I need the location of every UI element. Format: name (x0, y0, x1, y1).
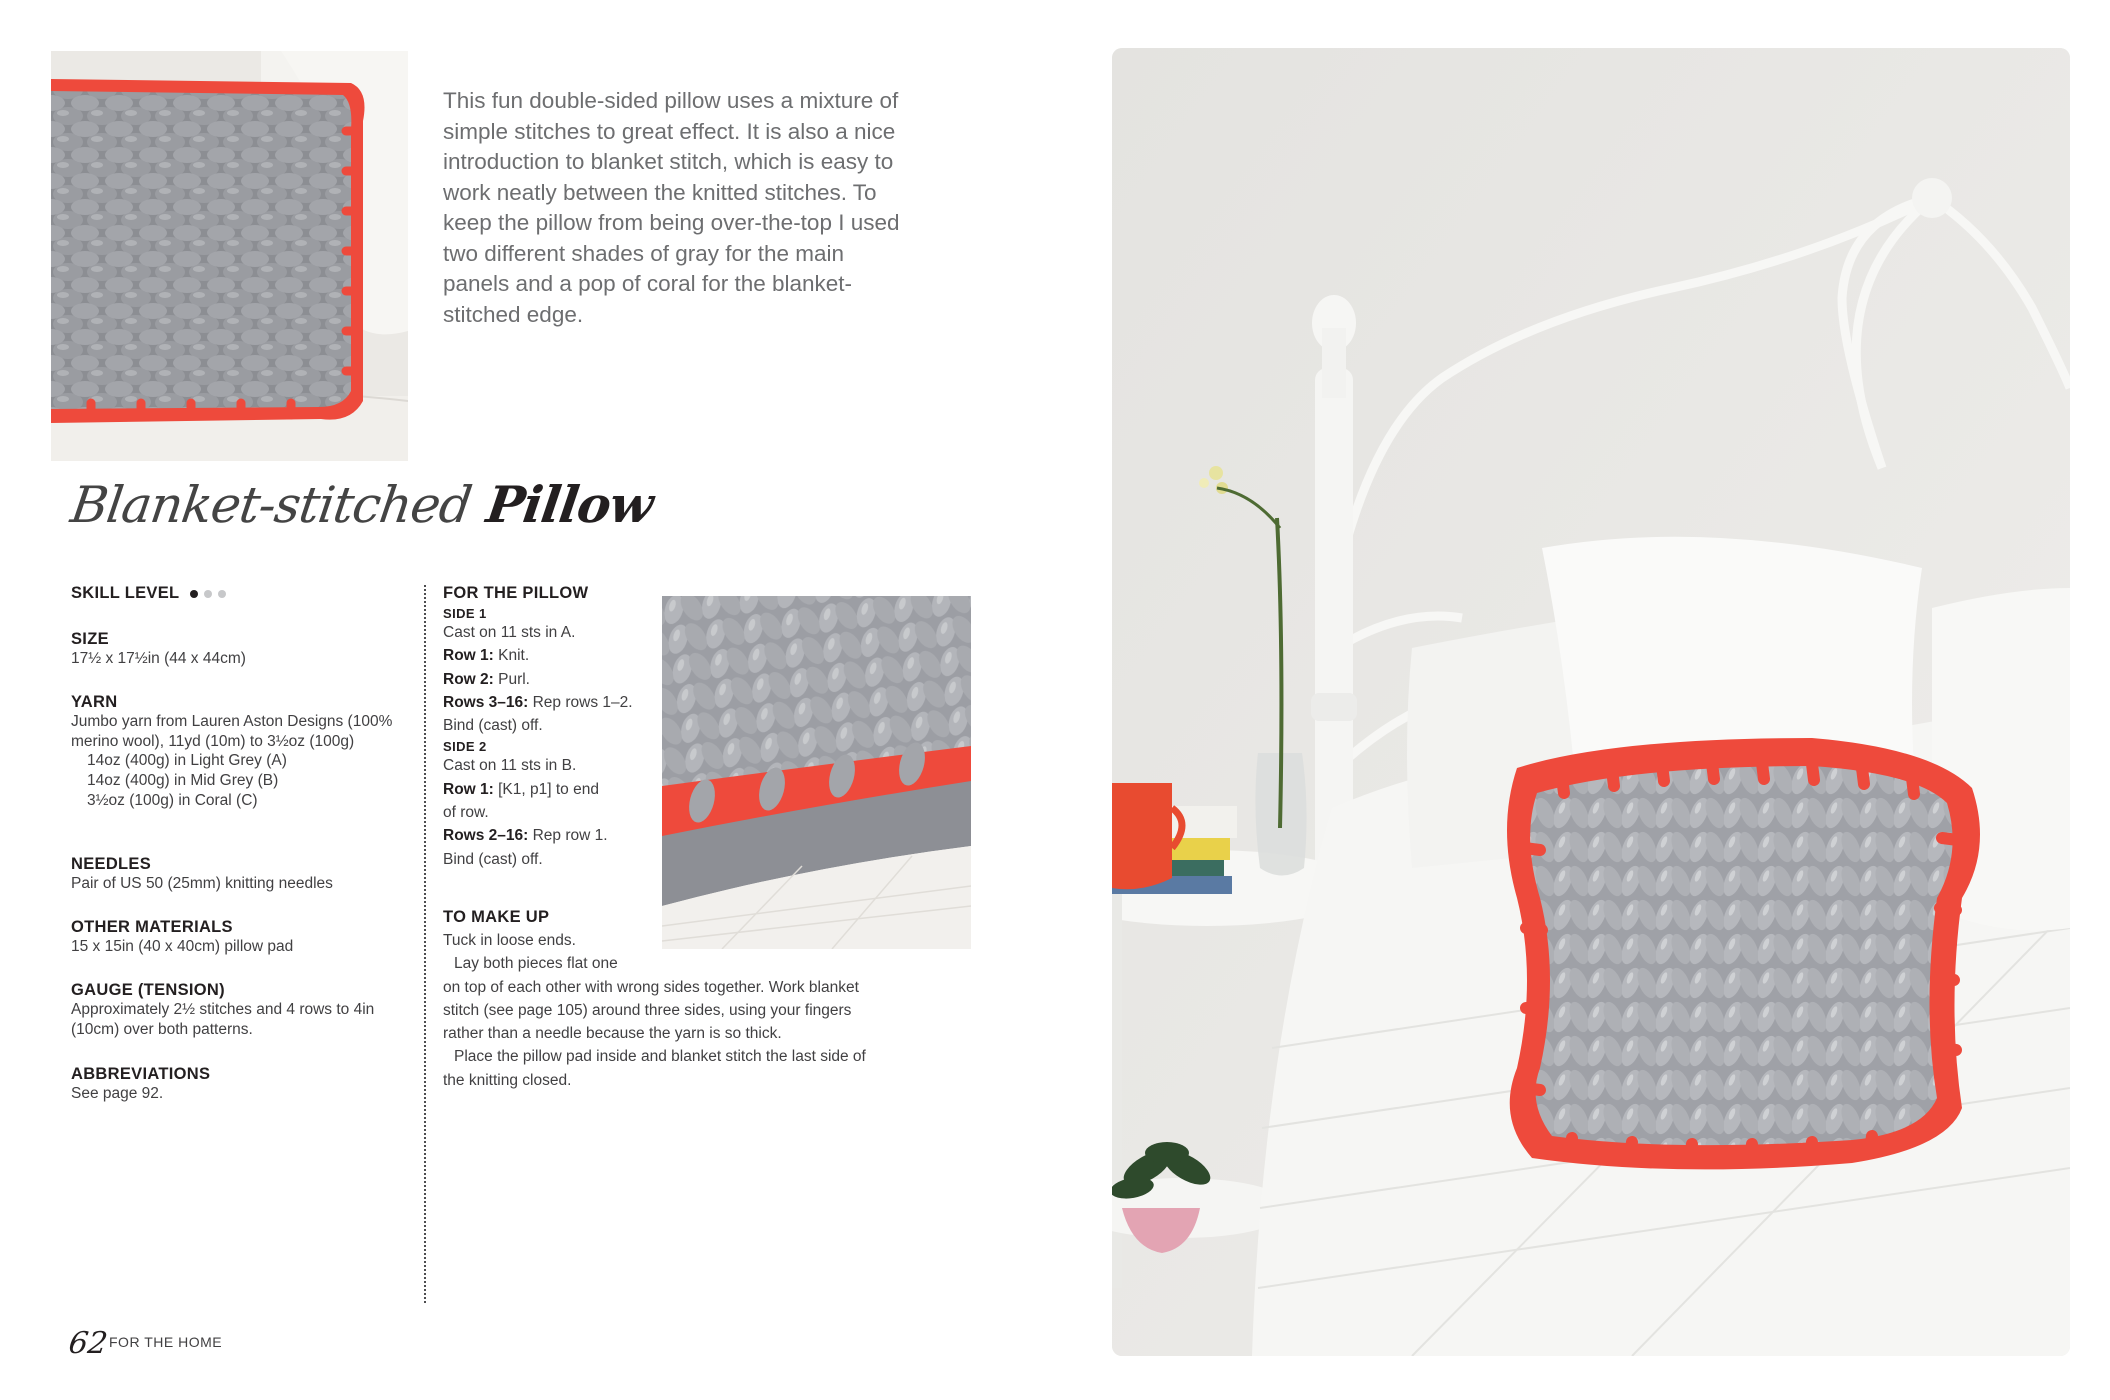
row-label: Row 1: (443, 780, 494, 798)
row-instruction: Rep rows 1–2. (528, 693, 633, 711)
gauge-section (71, 981, 416, 1039)
needles-value: Pair of US 50 (25mm) knitting needles (71, 875, 333, 892)
row-instruction: [K1, p1] to end (493, 780, 599, 798)
make-up-step2-line: on top of each other with wrong sides together. Work blanket (443, 978, 859, 996)
abbreviations-heading: ABBREVIATIONS (71, 1065, 211, 1083)
row-instruction: Purl. (493, 670, 530, 688)
pillow-top-illustration (51, 51, 408, 461)
make-up-step3-line: the knitting closed. (443, 1071, 572, 1089)
skill-dot-empty (218, 590, 226, 598)
side2-row1-cont: of row. (443, 804, 489, 822)
yarn-item: 14oz (400g) in Light Grey (A) (87, 752, 287, 770)
skill-dot-empty (204, 590, 212, 598)
side1-heading: SIDE 1 (443, 606, 487, 621)
row-instruction: Rep row 1. (528, 827, 608, 845)
title-part-1: Blanket-stitched (67, 476, 475, 534)
row-label: Rows 3–16: (443, 693, 529, 711)
abbreviations-section (71, 1065, 416, 1104)
for-the-pillow-section (443, 584, 643, 871)
side2-rows2-16 (443, 824, 643, 847)
side1-rows3-16 (443, 691, 643, 714)
skill-level-dots (190, 584, 232, 603)
other-materials-heading: OTHER MATERIALS (71, 918, 233, 936)
yarn-section (71, 693, 416, 811)
abbreviations-value: See page 92. (71, 1085, 164, 1102)
gauge-value: Approximately 2½ stitches and 4 rows to 4in (10cm) over both patterns. (71, 1001, 375, 1038)
side1-row1 (443, 644, 643, 667)
yarn-item: 3½oz (100g) in Coral (C) (87, 791, 258, 809)
to-make-up-heading: TO MAKE UP (443, 908, 550, 926)
bedroom-pillow-photo (1112, 48, 2070, 1356)
make-up-step2-line: stitch (see page 105) around three sides, using your fingers (443, 1001, 852, 1019)
side2-row1 (443, 778, 643, 801)
side2-bind-off: Bind (cast) off. (443, 850, 543, 868)
yarn-heading: YARN (71, 693, 118, 711)
side1-cast-on: Cast on 11 sts in A. (443, 624, 576, 641)
pattern-title (64, 475, 656, 555)
side1-row2 (443, 668, 643, 691)
make-up-step2-line: Lay both pieces flat one (454, 955, 618, 973)
size-heading: SIZE (71, 630, 109, 648)
page-number: 62 (66, 1326, 110, 1361)
yarn-description: Jumbo yarn from Lauren Aston Designs (100% merino wool), 11yd (10m) to 3½oz (100g) (71, 713, 393, 750)
make-up-step3-line: Place the pillow pad inside and blanket stitch the last side of (454, 1048, 866, 1066)
side1-bind-off: Bind (cast) off. (443, 717, 543, 735)
row-label: Rows 2–16: (443, 827, 529, 845)
other-materials-section (71, 918, 416, 957)
needles-heading: NEEDLES (71, 855, 152, 873)
side2-cast-on: Cast on 11 sts in B. (443, 757, 577, 775)
row-label: Row 2: (443, 670, 494, 688)
row-label: Row 1: (443, 647, 494, 665)
column-divider (424, 585, 426, 1303)
skill-level (71, 584, 416, 603)
other-materials-value: 15 x 15in (40 x 40cm) pillow pad (71, 938, 294, 955)
section-label: FOR THE HOME (109, 1334, 223, 1350)
make-up-step2-line: rather than a needle because the yarn is so thick. (443, 1025, 782, 1043)
yarn-item: 14oz (400g) in Mid Grey (B) (87, 772, 279, 790)
gauge-heading: GAUGE (TENSION) (71, 981, 225, 999)
skill-level-label: SKILL LEVEL (71, 584, 180, 602)
skill-level-row (71, 584, 416, 603)
size-value: 17½ x 17½in (44 x 44cm) (71, 650, 246, 667)
bedroom-pillow-illustration (1112, 48, 2070, 1356)
intro-paragraph: This fun double-sided pillow uses a mixture of simple stitches to great effect. It is also a nice introduction to blanket stitch, which is easy to work neatly between the knitted stitches. To keep the pillow from being over-the-top I used two different shades of gray for the main panels and a pop of coral for the blanket-stitched edge. (443, 88, 900, 327)
needles-section (71, 855, 416, 894)
make-up-step1: Tuck in loose ends. (443, 932, 576, 949)
stitch-closeup-illustration (662, 596, 971, 949)
skill-dot-filled (190, 590, 198, 598)
title-part-2: Pillow (483, 475, 657, 534)
for-the-pillow-heading: FOR THE PILLOW (443, 584, 589, 602)
side2-heading: SIDE 2 (443, 739, 487, 755)
stitch-closeup-photo (662, 596, 971, 949)
size-section (71, 630, 416, 669)
row-instruction: Knit. (493, 647, 530, 665)
pillow-top-photo (51, 51, 408, 461)
